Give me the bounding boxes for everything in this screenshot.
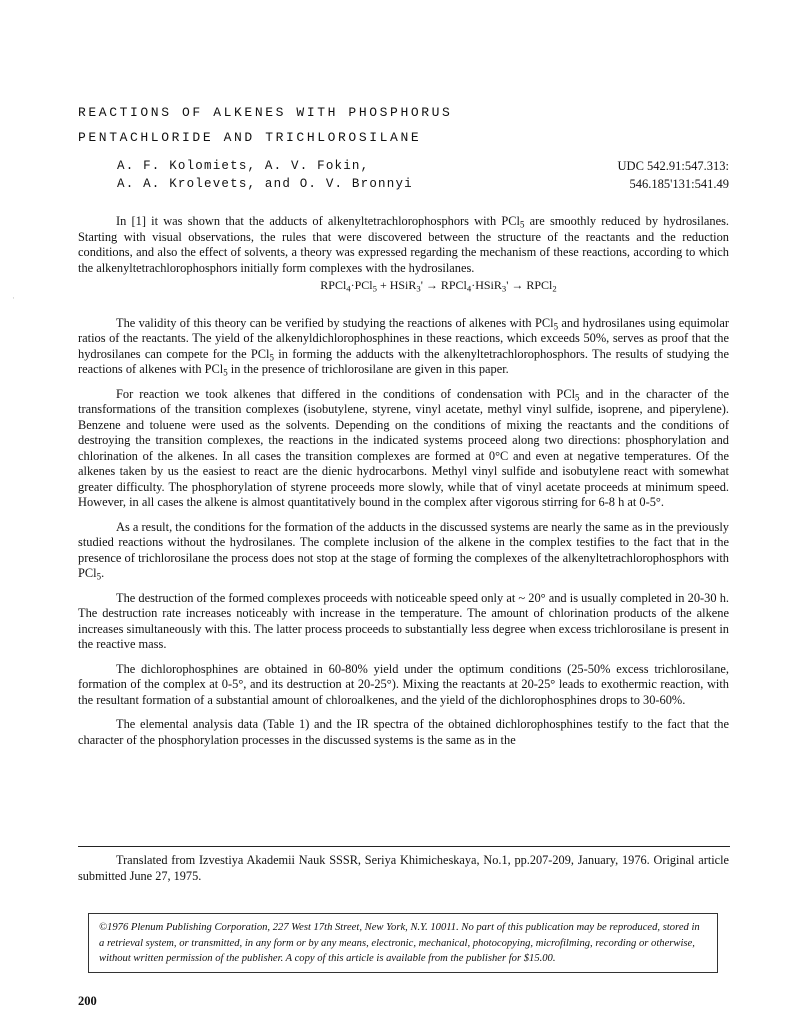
udc-code	[529, 157, 729, 193]
authors-line-1: A. F. Kolomiets, A. V. Fokin,	[117, 159, 370, 173]
udc-line-2: 546.185'131:541.49	[629, 177, 729, 191]
title-line-2: PENTACHLORIDE AND TRICHLOROSILANE	[78, 130, 422, 145]
paragraph-alkenes: For reaction we took alkenes that differed in the conditions of condensation with PCl$_5$ and in the character of the transformations of the transition complexes (isobutylene, styrene, vinyl acetate, methyl vinyl sulfide, isoprene, and piperylene). Benzene and toluene were used as the solvents. Depending on the conditions of mixing the reactants and the conditions of destroying the transition complexes, the reactions in the indicated systems proceed along two directions: phosphorylation and chlorination of the alkenes. In all cases the transition complexes are formed at 0°C and even at negative temperatures. Of the alkenes taken by us the easiest to react are the dienic hydrocarbons. Methyl vinyl sulfide and isobutylene react with somewhat greater difficulty. The phosphorylation of styrene proceeds more slowly, while that of vinyl acetate proceeds at minimum speed. However, in all cases the alkene is almost quantitatively bound in the complex after vigorous stirring for 6-8 h at 0-5°.	[78, 386, 729, 509]
article-title	[78, 100, 578, 150]
title-line-1: REACTIONS OF ALKENES WITH PHOSPHORUS	[78, 105, 453, 120]
udc-line-1: UDC 542.91:547.313:	[617, 159, 729, 173]
paragraph-intro: In [1] it was shown that the adducts of alkenyltetrachlorophosphors with PCl$_5$ are smoothly reduced by hydrosilanes. Starting with visual observations, the rules that were discovered between the structure of the reactants and the reduction conditions, and also the effect of solvents, a theory was expressed regarding the mechanism of these reactions, according to which the alkenyltetrachlorophosphors initially form complexes with the hydrosilanes.	[78, 214, 729, 275]
reaction-equation: RPCl$_4$·PCl$_5$ + HSiR$_3$' → RPCl$_4$·HSiR$_3$' → RPCl$_2$	[320, 278, 557, 294]
page-number: 200	[78, 994, 97, 1008]
translation-footnote: Translated from Izvestiya Akademii Nauk SSSR, Seriya Khimicheskaya, No.1, pp.207-209, January, 1976. Original article submitted June 27, 1975.	[78, 853, 729, 883]
paragraph-adducts: As a result, the conditions for the formation of the adducts in the discussed systems are nearly the same as in the previously studied reactions without the hydrosilanes. The complete inclusion of the alkene in the complex testifies to the fact that in the presence of trichlorosilane the process does not stop at the stage of forming the complexes of the alkenyltetrachlorophosphors with PCl$_5$.	[78, 519, 729, 582]
paragraph-yield: The dichlorophosphines are obtained in 60-80% yield under the optimum conditions (25-50% excess trichlorosilane, formation of the complex at 0-5°, and its destruction at 20-25°). Mixing the reactants at 20-25° leads to exothermic reaction, with the resultant formation of a substantial amount of chloroalkenes, and the yield of the dichlorophosphines drops to 30-60%.	[78, 661, 729, 707]
copyright-box: ©1976 Plenum Publishing Corporation, 227 West 17th Street, New York, N.Y. 10011. No part of this publication may be reproduced, stored in a retrieval system, or transmitted, in any form or by any means, electronic, mechanical, photocopying, microfilming, recording or otherwise, without written permission of the publisher. A copy of this article is available from the publisher for $15.00.	[88, 913, 718, 973]
author-list	[117, 157, 537, 193]
paragraph-analysis: The elemental analysis data (Table 1) and the IR spectra of the obtained dichlorophosphines testify to the fact that the character of the phosphorylation processes in the discussed systems is the same as in the	[78, 717, 729, 747]
footnote-divider	[78, 846, 730, 847]
paragraph-destruction: The destruction of the formed complexes proceeds with noticeable speed only at ~ 20° and is usually completed in 20-30 h. The destruction rate increases noticeably with increase in the temperature. The amount of chlorination products of the alkene increases simultaneously with this. The latter process proceeds to substantially less degree when excess trichlorosilane is present in the reactive mass.	[78, 590, 729, 651]
margin-mark: ·	[12, 293, 15, 303]
authors-line-2: A. A. Krolevets, and O. V. Bronnyi	[117, 177, 413, 191]
paragraph-validity: The validity of this theory can be verified by studying the reactions of alkenes with PCl$_5$ and hydrosilanes using equimolar ratios of the reactants. The yield of the alkenyldichlorophosphines in these reactions, which exceeds 50%, serves as proof that the hydrosilanes can compete for the PCl$_5$ in forming the adducts with the alkenyltetrachlorophosphors. The results of studying the reactions of alkenes with PCl$_5$ in the presence of trichlorosilane are given in this paper.	[78, 315, 730, 378]
article-body	[78, 214, 729, 757]
